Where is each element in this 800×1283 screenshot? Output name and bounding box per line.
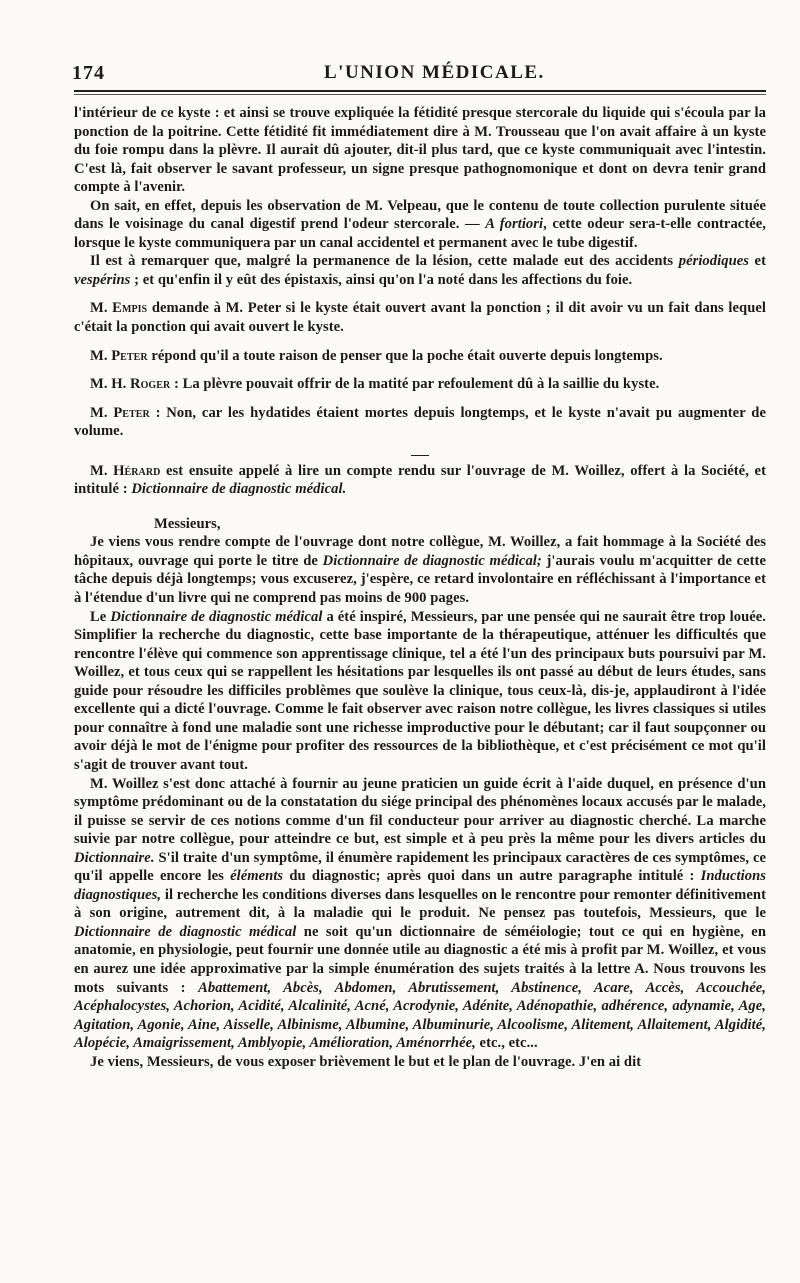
paragraph-11-word-list: Abattement, Abcès, Abdomen, Abrutissement, Abstinence, Acare, Accès, Accouchée, Acéphalocystes, Achorion, Acidité, Alcalinité, Acné, Acrodynie, Adénite, Adénopathie, adhérence, adynamie, Age, Agitation, Agonie, Aine, Aisselle, Albinisme, Albumine, Albuminurie, Alcoolisme, Alitement, Allaitement, Algidité, Alopécie, Amaigrissement, Amblyopie, Amélioration, Aménorrhée, <box>74 979 767 1052</box>
speaker-empis: M. Empis <box>90 300 148 317</box>
paragraph-11-italic-4: Dictionnaire de diagnostic médical <box>74 923 297 940</box>
paragraph-9 <box>74 533 766 607</box>
paragraph-11 <box>74 775 766 1053</box>
header-rule <box>74 90 766 92</box>
paragraph-3-text-b: et <box>749 253 766 270</box>
paragraph-8 <box>74 462 766 499</box>
paragraph-1: l'intérieur de ce kyste : et ainsi se trouve expliquée la fétidité presque stercorale du liquide qui s'écoula par la ponction de la poitrine. Cette fétidité fit immédiatement dire à M. Trousseau que l'on avait affaire à un kyste du foie rompu dans la plèvre. Il aurait dû ajouter, dit-il plus tard, que ce kyste communiquait avec l'intestin. C'est là, fait observer le savant professeur, un signe presque pathognomonique et dont on devra tenir grand compte à l'avenir. <box>74 105 766 196</box>
paragraph-3-italic-1: périodiques <box>678 253 749 270</box>
salutation: Messieurs, <box>154 515 221 532</box>
paragraph-10 <box>74 608 766 775</box>
paragraph-11-text-c: du diagnostic; après quoi dans un autre paragraphe intitulé : <box>283 868 701 885</box>
paragraph-9-text-b: j'aurais voulu m'acquitter de cette tâche depuis déjà longtemps; vous excuserez, j'espère, ce retard involontaire en réfléchissant à l'importance et à l'étendue d'un livre qui ne comprend pas moins de 900 pages. <box>74 552 766 607</box>
paragraph-8-italic: Dictionnaire de diagnostic médical. <box>131 481 347 498</box>
running-title: L'UNION MÉDICALE. <box>324 62 545 83</box>
paragraph-10-text-a: Le <box>90 608 111 625</box>
paragraph-10-italic: Dictionnaire de diagnostic médical <box>110 608 323 625</box>
paragraph-6-text: : La plèvre pouvait offrir de la matité par refoulement dû à la saillie du kyste. <box>170 376 660 393</box>
speaker-peter: M. Peter <box>90 347 148 364</box>
paragraph-3 <box>74 252 766 289</box>
paragraph-5 <box>74 347 766 366</box>
paragraph-11-text-b: S'il traite d'un symptôme, il énumère rapidement les principaux caractères de ces symptômes, ce qu'il appelle encore les <box>74 849 766 885</box>
page <box>74 52 766 1071</box>
paragraph-3-text-a: Il est à remarquer que, malgré la permanence de la lésion, cette malade eut des accidents <box>90 253 679 270</box>
paragraph-11-text-f: etc., etc... <box>475 1035 538 1052</box>
paragraph-9-text-a: Je viens vous rendre compte de l'ouvrage dont notre collègue, M. Woillez, a fait hommage à la Société des hôpitaux, ouvrage qui porte le titre de <box>74 534 766 569</box>
paragraph-11-text-d: il recherche les conditions diverses dans lesquelles on le rencontre pour remonter définitivement à son origine, autrement dit, à la maladie qui le produit. Ne pensez pas toutefois, Messieurs, que le <box>74 886 766 922</box>
paragraph-5-text: répond qu'il a toute raison de penser que la poche était ouverte depuis longtemps. <box>147 347 663 364</box>
paragraph-3-italic-2: vespérins <box>74 271 131 288</box>
page-header <box>74 52 766 86</box>
paragraph-11-text-e: ne soit qu'un dictionnaire de séméiologie; tout ce qui en hygiène, en anatomie, en physiologie, peut fournir une donnée utile au diagnostic a été mis à profit par M. Woillez, et vous en aurez une idée approximative par la simple énumération des sujets traités à la lettre A. Nous trouvons les mots suivants : <box>74 923 766 996</box>
paragraph-2 <box>74 197 766 253</box>
paragraph-11-italic-2: éléments <box>230 868 284 885</box>
paragraph-9-italic: Dictionnaire de diagnostic médical; <box>322 552 542 569</box>
paragraph-2-text-b: , cette odeur sera-t-elle contractée, lorsque le kyste communiquera par un canal accidentel et permanent avec le tube digestif. <box>74 216 766 251</box>
paragraph-10-text-b: a été inspiré, Messieurs, par une pensée qui ne saurait être trop louée. Simplifier la recherche du diagnostic, cette base importante de la thérapeutique, atténuer les difficultés que rencontre l'élève qui commence son apprentissage clinique, tel a été l'un des principaux buts poursuivi par M. Woillez, et tous ceux qui se rappellent les hésitations par lesquelles ils ont passé au début de leurs études, sans guide pour résoudre les difficiles problèmes que soulève la clinique, tous ceux-là, dis-je, applaudiront à l'idée excellente qui a dicté l'ouvrage. Comme le fait observer avec raison notre collègue, les livres classiques si utiles pour connaître à fond une maladie sont une richesse improductive pour le débutant; car il faut soupçonner ou avoir déjà le mot de l'énigme pour profiter des ressources de la bibliothèque, et c'est précisément ce mot qu'il s'agit de trouver avant tout. <box>74 608 767 773</box>
paragraph-4-text: demande à M. Peter si le kyste était ouvert avant la ponction ; il dit avoir vu un fait dans lequel c'était la ponction qui avait ouvert le kyste. <box>74 300 766 336</box>
paragraph-7 <box>74 404 766 441</box>
paragraph-2-text-a: On sait, en effet, depuis les observation de M. Velpeau, que le contenu de toute collection purulente située dans le voisinage du canal digestif prend l'odeur stercorale. — <box>74 197 766 233</box>
paragraph-11-italic-1: Dictionnaire. <box>74 849 155 866</box>
header-rule-thin <box>74 94 766 95</box>
paragraph-2-italic: A fortiori <box>485 216 544 233</box>
speaker-roger: M. H. Roger <box>90 376 171 393</box>
section-separator <box>411 455 429 456</box>
speaker-peter-2: M. Peter <box>90 404 150 421</box>
paragraph-11-italic-3: Inductions diagnostiques, <box>74 868 766 903</box>
paragraph-7-text: : Non, car les hydatides étaient mortes depuis longtemps, et le kyste n'avait pu augmenter de volume. <box>74 404 766 440</box>
paragraph-6 <box>74 375 766 394</box>
article-body <box>74 104 766 1071</box>
paragraph-12: Je viens, Messieurs, de vous exposer brièvement le but et le plan de l'ouvrage. J'en ai dit <box>90 1053 642 1070</box>
paragraph-11-text-a: M. Woillez s'est donc attaché à fournir au jeune praticien un guide écrit à l'aide duquel, en présence d'un symptôme prédominant ou de la constatation du siége principal des phénomènes locaux accusés par le malade, il puisse se servir de ces notions comme d'un fil conducteur pour arriver au diagnostic cherché. La marche suivie par notre collègue, pour atteindre ce but, est simple et à peu près la même pour les divers articles du <box>74 775 766 848</box>
paragraph-8-text: est ensuite appelé à lire un compte rendu sur l'ouvrage de M. Woillez, offert à la Société, et intitulé : <box>74 462 766 498</box>
paragraph-4 <box>74 299 766 336</box>
page-number: 174 <box>72 62 105 84</box>
speaker-herard: M. Hérard <box>90 462 161 479</box>
paragraph-3-text-c: ; et qu'enfin il y eût des épistaxis, ainsi qu'on l'a noté dans les affections du foie. <box>130 271 633 288</box>
